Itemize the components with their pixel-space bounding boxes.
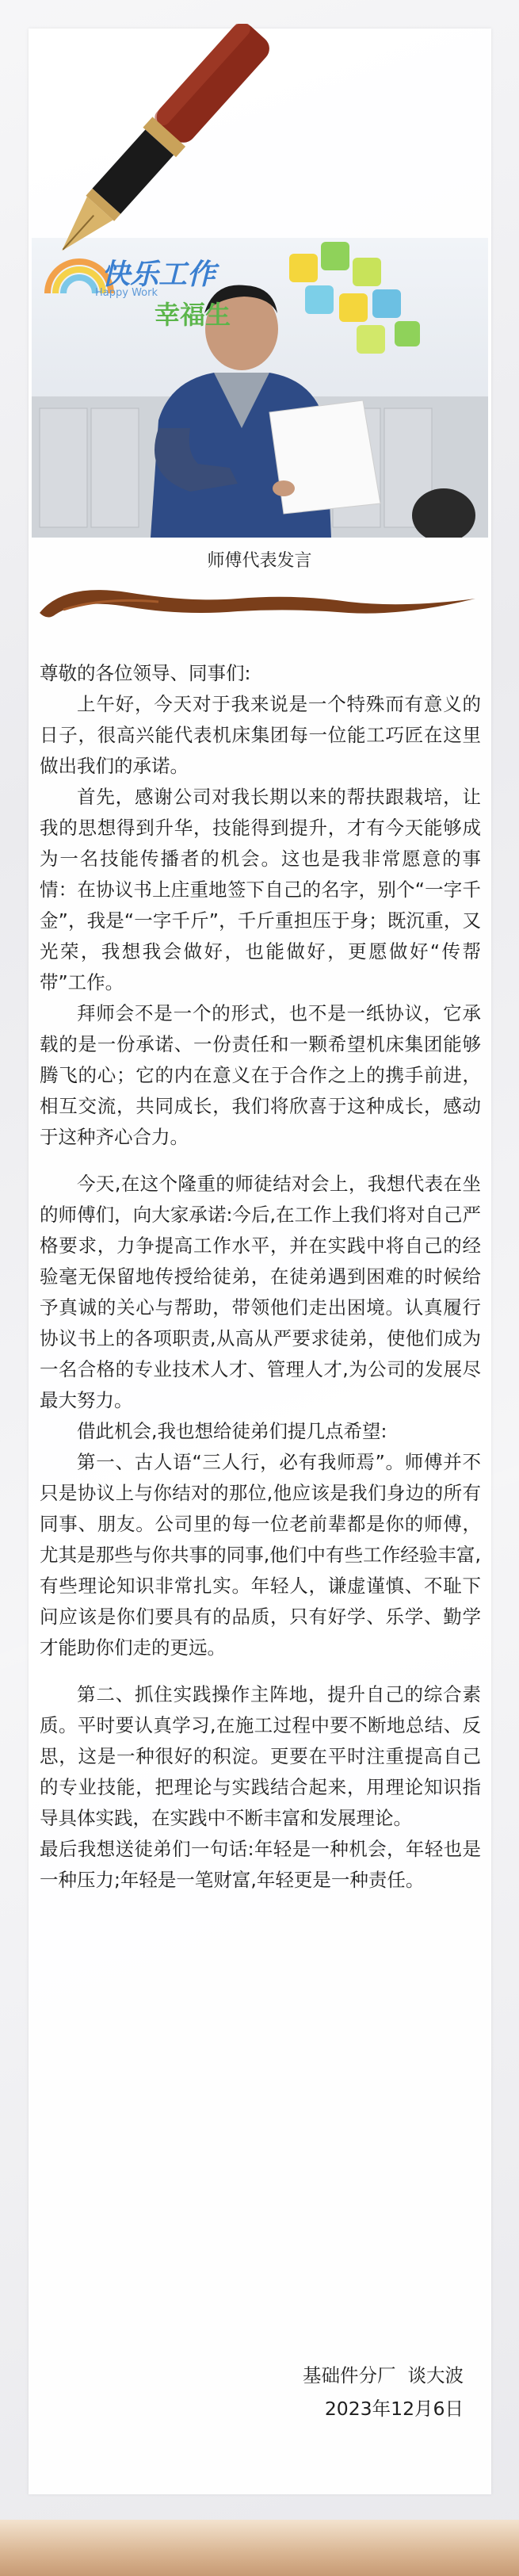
bottom-decorative-band — [0, 2520, 519, 2576]
paragraph: 首先，感谢公司对我长期以来的帮扶跟栽培，让我的思想得到升华，技能得到提升，才有今天能够成为一名技能传播者的机会。这也是我非常愿意的事情：在协议书上庄重地签下自己的名字，别个“一字千金”，我是“一字千斤”，千斤重担压于身；既沉重，又光荣，我想我会做好，也能做好，更愿做好“传帮带”工作。 — [40, 786, 481, 993]
paragraph: 拜师会不是一个的形式，也不是一纸协议，它承载的是一份承诺、一份责任和一颗希望机床集团能够腾飞的心；它的内在意义在于合作之上的携手前进，相互交流，共同成长，我们将欣喜于这种成长，感动于这种齐心合力。 — [40, 1002, 481, 1148]
signature-author: 基础件分厂 谈大波 — [303, 2364, 464, 2387]
signature-date: 2023年12月6日 — [324, 2398, 464, 2420]
paragraph: 最后我想送徒弟们一句话:年轻是一种机会，年轻也是一种压力;年轻是一笔财富,年轻更是一种责任。 — [40, 1838, 481, 1891]
photo-caption: 师傅代表发言 — [207, 551, 312, 571]
paragraph: 第一、古人语“三人行，必有我师焉”。师傅并不只是协议上与你结对的那位,他应该是我们身边的所有同事、朋友。公司里的每一位老前辈都是你的师傅，尤其是那些与你共事的同事,他们中有些工作经验丰富,有些理论知识非常扎实。年轻人，谦虚谨慎、不耻下问应该是你们要具有的品质，只有好学、乐学、勤学才能助你们走的更远。 — [40, 1451, 481, 1659]
signature-block — [303, 2359, 464, 2425]
banner-text: 快乐工作 — [101, 258, 216, 291]
banner-subtext: Happy Work — [95, 287, 158, 299]
banner-text-2: 幸福生 — [155, 300, 231, 330]
brush-stroke-divider — [32, 575, 488, 630]
paragraph: 今天,在这个隆重的师徒结对会上，我想代表在坐的师傅们，向大家承诺:今后,在工作上我们将对自己严格要求，力争提高工作水平，并在实践中将自己的经验毫无保留地传授给徒弟，在徒弟遇到困难的时候给予真诚的关心与帮助，带领他们走出困境。认真履行协议书上的各项职责,从高从严要求徒弟，使他们成为一名合格的专业技术人才、管理人才,为公司的发展尽最大努力。 — [40, 1173, 481, 1411]
fountain-pen-decoration — [24, 24, 277, 285]
paragraph: 第二、抓住实践操作主阵地，提升自己的综合素质。平时要认真学习,在施工过程中要不断地总结、反思，这是一种很好的积淀。更要在平时注重提高自己的专业技能，把理论与实践结合起来，用理论知识指导具体实践，在实践中不断丰富和发展理论。 — [40, 1683, 481, 1829]
paragraph: 上午好，今天对于我来说是一个特殊而有意义的日子，很高兴能代表机床集团每一位能工巧匠在这里做出我们的承诺。 — [40, 693, 481, 777]
paragraph: 借此机会,我也想给徒弟们提几点希望: — [77, 1420, 387, 1442]
salutation: 尊敬的各位领导、同事们: — [40, 662, 251, 684]
letter-body — [40, 658, 481, 1896]
